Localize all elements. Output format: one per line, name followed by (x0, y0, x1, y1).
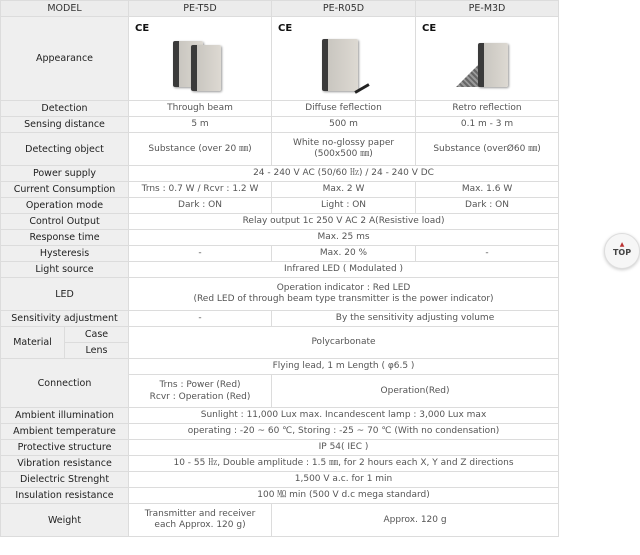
cell-line: each Approx. 120 g) (154, 520, 246, 530)
cell-line: (500x500 ㎜) (314, 149, 373, 159)
cell: - (129, 246, 272, 262)
table-row (1, 133, 559, 166)
cell-line: (Red LED of through beam type transmitter is the power indicator) (193, 294, 494, 304)
image-pe-t5d (129, 17, 272, 101)
row-label: Ambient temperature (1, 424, 129, 440)
appearance-label: Appearance (1, 17, 129, 101)
table-row (1, 182, 559, 198)
row-label: Response time (1, 230, 129, 246)
table-row (1, 327, 559, 343)
row-label: Current Consumption (1, 182, 129, 198)
row-label: Insulation resistance (1, 488, 129, 504)
image-pe-r05d (272, 17, 416, 101)
cell: 500 m (272, 117, 416, 133)
scroll-to-top-button[interactable] (604, 233, 640, 269)
cell-line: White no-glossy paper (292, 138, 395, 148)
table-row (1, 456, 559, 472)
cell (272, 133, 416, 166)
cell: 0.1 m - 3 m (416, 117, 559, 133)
row-label: Operation mode (1, 198, 129, 214)
cell: Approx. 120 g (272, 504, 559, 537)
cell (129, 278, 559, 311)
model-pe-t5d: PE-T5D (129, 1, 272, 17)
cell: Polycarbonate (129, 327, 559, 359)
cell: Flying lead, 1 m Length ( φ6.5 ) (129, 359, 559, 375)
cell: Dark : ON (416, 198, 559, 214)
row-label: Vibration resistance (1, 456, 129, 472)
cell: IP 54( IEC ) (129, 440, 559, 456)
ce-mark-icon: CE (278, 23, 293, 34)
row-label: Weight (1, 504, 129, 537)
row-label: Hysteresis (1, 246, 129, 262)
cell: Retro reflection (416, 101, 559, 117)
table-row (1, 230, 559, 246)
cell: - (129, 311, 272, 327)
cell: operating : -20 ~ 60 ℃, Storing : -25 ~ 70 ℃ (With no condensation) (129, 424, 559, 440)
table-row (1, 359, 559, 375)
cell: Max. 1.6 W (416, 182, 559, 198)
row-label: LED (1, 278, 129, 311)
cell-line: Trns : Power (Red) (159, 380, 241, 390)
row-label: Sensitivity adjustment (1, 311, 129, 327)
cell: 24 - 240 V AC (50/60 ㎐) / 24 - 240 V DC (129, 166, 559, 182)
arrow-up-icon: ▲ (619, 241, 625, 248)
sensor-image (478, 43, 508, 87)
row-label: Protective structure (1, 440, 129, 456)
table-row (1, 278, 559, 311)
cell: Operation(Red) (272, 375, 559, 408)
table-row (1, 424, 559, 440)
ce-mark-icon: CE (135, 23, 150, 34)
cell (129, 504, 272, 537)
cell: Max. 20 % (272, 246, 416, 262)
cell-line: Transmitter and receiver (144, 509, 256, 519)
cell: Trns : 0.7 W / Rcvr : 1.2 W (129, 182, 272, 198)
model-pe-r05d: PE-R05D (272, 1, 416, 17)
cell-line: Rcvr : Operation (Red) (149, 392, 251, 402)
table-row (1, 262, 559, 278)
table-row (1, 488, 559, 504)
table-row (1, 472, 559, 488)
row-label: Sensing distance (1, 117, 129, 133)
image-pe-m3d (416, 17, 559, 101)
cell: 1,500 V a.c. for 1 min (129, 472, 559, 488)
row-label: Light source (1, 262, 129, 278)
cell: Light : ON (272, 198, 416, 214)
cell (129, 375, 272, 408)
cell: Max. 2 W (272, 182, 416, 198)
row-label: Material (1, 327, 65, 359)
table-row (1, 198, 559, 214)
sub-label: Lens (65, 343, 129, 359)
cell: Dark : ON (129, 198, 272, 214)
row-label: Power supply (1, 166, 129, 182)
cell: Through beam (129, 101, 272, 117)
table-row (1, 311, 559, 327)
cell: By the sensitivity adjusting volume (272, 311, 559, 327)
row-label: Control Output (1, 214, 129, 230)
cell: Substance (over 20 ㎜) (129, 133, 272, 166)
model-label: MODEL (1, 1, 129, 17)
row-label: Ambient illumination (1, 408, 129, 424)
cell: Diffuse feflection (272, 101, 416, 117)
cell: 5 m (129, 117, 272, 133)
cell: 100 ㏁ min (500 V d.c mega standard) (129, 488, 559, 504)
table-row (1, 408, 559, 424)
table-row (1, 504, 559, 537)
table-row (1, 166, 559, 182)
cell: 10 - 55 ㎐, Double amplitude : 1.5 ㎜, for 2 hours each X, Y and Z directions (129, 456, 559, 472)
cell: Max. 25 ms (129, 230, 559, 246)
cell: - (416, 246, 559, 262)
table-row (1, 440, 559, 456)
table-row (1, 101, 559, 117)
cell: Substance (overØ60 ㎜) (416, 133, 559, 166)
model-row (1, 1, 559, 17)
table-row (1, 117, 559, 133)
ce-mark-icon: CE (422, 23, 437, 34)
sensor-image (191, 45, 221, 91)
cell: Relay output 1c 250 V AC 2 A(Resistive load) (129, 214, 559, 230)
sub-label: Case (65, 327, 129, 343)
sensor-image (322, 39, 358, 91)
cell: Sunlight : 11,000 Lux max. Incandescent lamp : 3,000 Lux max (129, 408, 559, 424)
appearance-row (1, 17, 559, 101)
cell: Infrared LED ( Modulated ) (129, 262, 559, 278)
table-row (1, 246, 559, 262)
row-label: Detecting object (1, 133, 129, 166)
model-pe-m3d: PE-M3D (416, 1, 559, 17)
top-label: TOP (612, 248, 632, 257)
row-label: Detection (1, 101, 129, 117)
cell-line: Operation indicator : Red LED (276, 283, 411, 293)
row-label: Connection (1, 359, 129, 408)
table-row (1, 214, 559, 230)
row-label: Dielectric Strenght (1, 472, 129, 488)
